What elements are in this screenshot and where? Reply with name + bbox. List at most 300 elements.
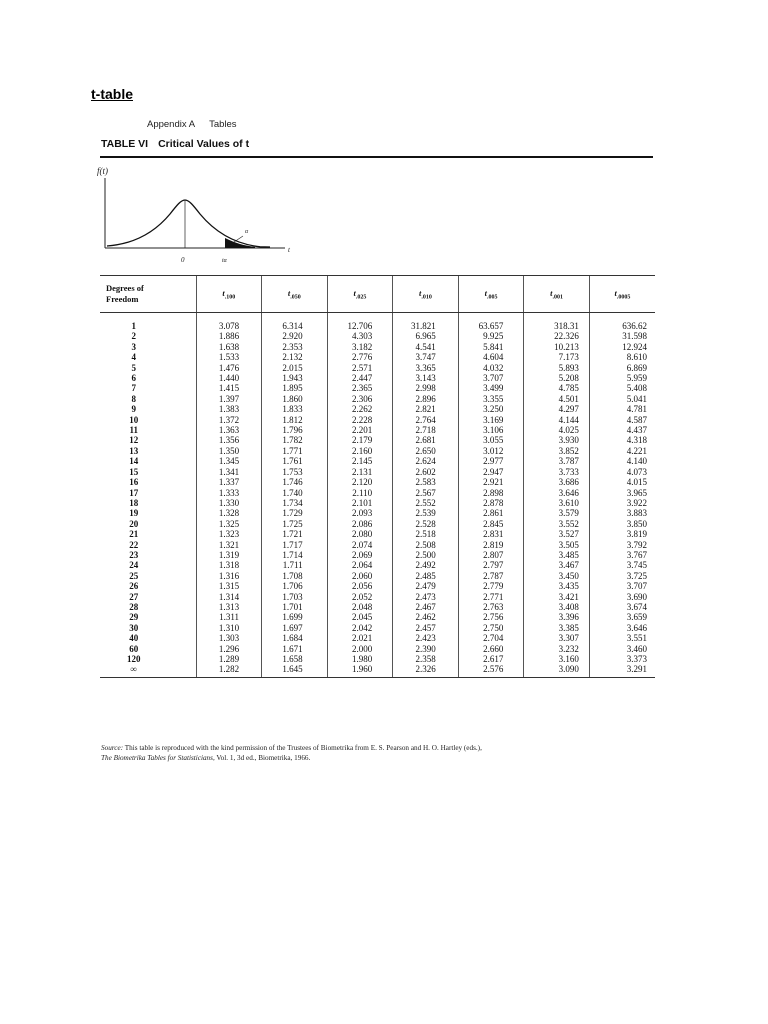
df-cell: 8 — [131, 393, 136, 404]
df-cell: 24 — [129, 560, 139, 571]
value-cell: 2.552 — [393, 498, 459, 508]
value-cell: 1.311 — [196, 612, 262, 622]
value-cell: 1.658 — [262, 654, 328, 664]
value-cell: 3.365 — [393, 363, 459, 373]
value-cell: 1.782 — [262, 435, 328, 445]
value-cell: 2.878 — [458, 498, 524, 508]
value-cell: 1.356 — [196, 435, 262, 445]
df-cell: 26 — [129, 581, 139, 592]
header-alpha: .001 — [552, 294, 564, 301]
value-cell: 2.896 — [393, 394, 459, 404]
value-cell: 2.093 — [327, 508, 393, 518]
table-row — [100, 654, 655, 664]
value-cell: 5.959 — [589, 373, 655, 383]
header-t0 — [196, 276, 262, 313]
df-cell: 10 — [129, 414, 139, 425]
table-row — [100, 456, 655, 466]
table-row — [100, 508, 655, 518]
value-cell: 2.539 — [393, 508, 459, 518]
value-cell: 2.262 — [327, 404, 393, 414]
header-alpha: .025 — [355, 294, 367, 301]
value-cell: 3.527 — [524, 529, 590, 539]
value-cell: 4.140 — [589, 456, 655, 466]
table-row — [100, 633, 655, 643]
value-cell: 1.740 — [262, 488, 328, 498]
value-cell: 3.232 — [524, 644, 590, 654]
value-cell: 2.479 — [393, 581, 459, 591]
value-cell: 2.861 — [458, 508, 524, 518]
alpha-label: α — [245, 229, 249, 235]
value-cell: 1.697 — [262, 623, 328, 633]
df-cell: 1 — [131, 321, 136, 331]
value-cell: 1.321 — [196, 540, 262, 550]
value-cell: 4.781 — [589, 404, 655, 414]
value-cell: 2.998 — [393, 383, 459, 393]
df-cell: 3 — [131, 341, 136, 352]
table-row — [100, 394, 655, 404]
header-t-symbol: t — [222, 287, 225, 298]
value-cell: 1.860 — [262, 394, 328, 404]
table-header-row — [100, 276, 655, 313]
value-cell: 4.318 — [589, 435, 655, 445]
value-cell: 3.707 — [458, 373, 524, 383]
df-cell: 28 — [129, 601, 139, 612]
value-cell: 5.841 — [458, 342, 524, 352]
header-t-symbol: t — [484, 287, 487, 298]
critical-values-table-wrap — [100, 275, 655, 678]
value-cell: 3.819 — [589, 529, 655, 539]
value-cell: 5.208 — [524, 373, 590, 383]
value-cell: 3.055 — [458, 435, 524, 445]
value-cell: 3.852 — [524, 446, 590, 456]
value-cell: 2.947 — [458, 467, 524, 477]
value-cell: 3.182 — [327, 342, 393, 352]
value-cell: 1.771 — [262, 446, 328, 456]
df-cell: 13 — [129, 445, 139, 456]
value-cell: 1.345 — [196, 456, 262, 466]
value-cell: 1.323 — [196, 529, 262, 539]
table-row — [100, 612, 655, 622]
value-cell: 4.437 — [589, 425, 655, 435]
df-cell: 60 — [129, 643, 139, 654]
value-cell: 3.922 — [589, 498, 655, 508]
table-row — [100, 571, 655, 581]
value-cell: 3.792 — [589, 540, 655, 550]
value-cell: 2.776 — [327, 352, 393, 362]
table-row — [100, 425, 655, 435]
value-cell: 3.686 — [524, 477, 590, 487]
table-row — [100, 550, 655, 560]
value-cell: 3.646 — [524, 488, 590, 498]
value-cell: 2.779 — [458, 581, 524, 591]
value-cell: 4.073 — [589, 467, 655, 477]
value-cell: 2.306 — [327, 394, 393, 404]
header-t4 — [458, 276, 524, 313]
value-cell: 2.201 — [327, 425, 393, 435]
value-cell: 1.812 — [262, 415, 328, 425]
table-row — [100, 467, 655, 477]
value-cell: 1.895 — [262, 383, 328, 393]
value-cell: 3.385 — [524, 623, 590, 633]
value-cell: 3.396 — [524, 612, 590, 622]
value-cell: 2.567 — [393, 488, 459, 498]
value-cell: 2.358 — [393, 654, 459, 664]
value-cell: 2.048 — [327, 602, 393, 612]
header-t1 — [262, 276, 328, 313]
value-cell: 5.893 — [524, 363, 590, 373]
header-alpha: .005 — [486, 294, 498, 301]
value-cell: 2.617 — [458, 654, 524, 664]
table-row — [100, 581, 655, 591]
value-cell: 3.725 — [589, 571, 655, 581]
value-cell: 1.282 — [196, 664, 262, 677]
df-cell: 29 — [129, 612, 139, 623]
value-cell: 3.733 — [524, 467, 590, 477]
value-cell: 2.353 — [262, 342, 328, 352]
table-row — [100, 363, 655, 373]
value-cell: 1.319 — [196, 550, 262, 560]
header-line-1: Degrees of — [106, 283, 144, 293]
table-row — [100, 415, 655, 425]
value-cell: 1.960 — [327, 664, 393, 677]
table-title-text: Critical Values of t — [158, 138, 250, 150]
header-t3 — [393, 276, 459, 313]
value-cell: 1.313 — [196, 602, 262, 612]
value-cell: 3.373 — [589, 654, 655, 664]
value-cell: 4.221 — [589, 446, 655, 456]
header-alpha: .050 — [290, 294, 301, 301]
value-cell: 3.421 — [524, 592, 590, 602]
df-cell: 21 — [129, 529, 139, 540]
value-cell: 2.390 — [393, 644, 459, 654]
df-cell: 7 — [131, 383, 136, 394]
value-cell: 4.015 — [589, 477, 655, 487]
df-cell: 2 — [131, 331, 136, 342]
value-cell: 2.571 — [327, 363, 393, 373]
value-cell: 2.228 — [327, 415, 393, 425]
value-cell: 2.131 — [327, 467, 393, 477]
value-cell: 2.650 — [393, 446, 459, 456]
value-cell: 1.753 — [262, 467, 328, 477]
value-cell: 636.62 — [589, 313, 655, 332]
value-cell: 3.090 — [524, 664, 590, 677]
value-cell: 2.819 — [458, 540, 524, 550]
value-cell: 2.101 — [327, 498, 393, 508]
density-curve — [107, 200, 270, 247]
value-cell: 1.638 — [196, 342, 262, 352]
value-cell: 2.492 — [393, 560, 459, 570]
table-row — [100, 383, 655, 393]
table-row — [100, 313, 655, 332]
value-cell: 3.160 — [524, 654, 590, 664]
header-alpha: .100 — [224, 294, 236, 301]
value-cell: 3.965 — [589, 488, 655, 498]
value-cell: 2.583 — [393, 477, 459, 487]
value-cell: 1.746 — [262, 477, 328, 487]
value-cell: 1.714 — [262, 550, 328, 560]
value-cell: 1.725 — [262, 519, 328, 529]
value-cell: 1.711 — [262, 560, 328, 570]
table-row — [100, 664, 655, 677]
table-row — [100, 644, 655, 654]
value-cell: 4.144 — [524, 415, 590, 425]
value-cell: 318.31 — [524, 313, 590, 332]
value-cell: 2.462 — [393, 612, 459, 622]
value-cell: 3.012 — [458, 446, 524, 456]
value-cell: 3.307 — [524, 633, 590, 643]
t-alpha-label: tα — [222, 258, 227, 264]
table-number: TABLE VI — [101, 138, 149, 150]
t-distribution-figure — [95, 162, 310, 272]
value-cell: 2.602 — [393, 467, 459, 477]
value-cell: 1.671 — [262, 644, 328, 654]
table-row — [100, 540, 655, 550]
value-cell: 2.000 — [327, 644, 393, 654]
value-cell: 2.060 — [327, 571, 393, 581]
table-row — [100, 404, 655, 414]
value-cell: 3.930 — [524, 435, 590, 445]
table-row — [100, 435, 655, 445]
value-cell: 1.703 — [262, 592, 328, 602]
value-cell: 3.435 — [524, 581, 590, 591]
value-cell: 3.485 — [524, 550, 590, 560]
value-cell: 1.533 — [196, 352, 262, 362]
value-cell: 1.310 — [196, 623, 262, 633]
value-cell: 1.717 — [262, 540, 328, 550]
value-cell: 1.296 — [196, 644, 262, 654]
df-cell: 23 — [129, 549, 139, 560]
df-cell: 14 — [129, 456, 139, 467]
value-cell: 4.785 — [524, 383, 590, 393]
value-cell: 2.086 — [327, 519, 393, 529]
value-cell: 1.684 — [262, 633, 328, 643]
value-cell: 1.383 — [196, 404, 262, 414]
zero-label: 0 — [181, 256, 185, 264]
value-cell: 3.787 — [524, 456, 590, 466]
df-cell: 18 — [129, 497, 139, 508]
value-cell: 3.408 — [524, 602, 590, 612]
value-cell: 1.761 — [262, 456, 328, 466]
value-cell: 2.750 — [458, 623, 524, 633]
value-cell: 2.365 — [327, 383, 393, 393]
df-cell: 120 — [127, 654, 141, 664]
value-cell: 2.473 — [393, 592, 459, 602]
df-cell: 16 — [129, 477, 139, 488]
value-cell: 3.355 — [458, 394, 524, 404]
value-cell: 1.699 — [262, 612, 328, 622]
value-cell: 2.500 — [393, 550, 459, 560]
value-cell: 2.518 — [393, 529, 459, 539]
value-cell: 12.924 — [589, 342, 655, 352]
df-cell: 4 — [131, 352, 136, 363]
df-cell: 17 — [129, 487, 139, 498]
value-cell: 2.898 — [458, 488, 524, 498]
value-cell: 2.045 — [327, 612, 393, 622]
value-cell: 1.476 — [196, 363, 262, 373]
value-cell: 2.977 — [458, 456, 524, 466]
appendix-section: Tables — [209, 119, 237, 130]
value-cell: 3.745 — [589, 560, 655, 570]
table-row — [100, 477, 655, 487]
table-row — [100, 592, 655, 602]
value-cell: 3.883 — [589, 508, 655, 518]
table-row — [100, 488, 655, 498]
value-cell: 2.771 — [458, 592, 524, 602]
value-cell: 2.831 — [458, 529, 524, 539]
critical-values-table — [100, 275, 655, 678]
df-cell: 25 — [129, 570, 139, 581]
value-cell: 3.674 — [589, 602, 655, 612]
value-cell: 1.729 — [262, 508, 328, 518]
value-cell: 4.025 — [524, 425, 590, 435]
value-cell: 3.659 — [589, 612, 655, 622]
value-cell: 2.704 — [458, 633, 524, 643]
value-cell: 2.920 — [262, 331, 328, 341]
value-cell: 7.173 — [524, 352, 590, 362]
df-cell: 40 — [129, 633, 139, 644]
value-cell: 1.886 — [196, 331, 262, 341]
header-alpha: .0005 — [616, 294, 631, 301]
df-cell: 19 — [129, 508, 139, 519]
value-cell: 2.485 — [393, 571, 459, 581]
df-cell: ∞ — [100, 664, 196, 677]
value-cell: 1.318 — [196, 560, 262, 570]
table-row — [100, 519, 655, 529]
value-cell: 1.708 — [262, 571, 328, 581]
value-cell: 4.032 — [458, 363, 524, 373]
value-cell: 3.552 — [524, 519, 590, 529]
value-cell: 2.624 — [393, 456, 459, 466]
value-cell: 2.052 — [327, 592, 393, 602]
value-cell: 1.943 — [262, 373, 328, 383]
value-cell: 2.576 — [458, 664, 524, 677]
df-cell: 9 — [131, 404, 136, 415]
table-row — [100, 352, 655, 362]
header-t-symbol: t — [550, 287, 553, 298]
value-cell: 1.325 — [196, 519, 262, 529]
value-cell: 4.587 — [589, 415, 655, 425]
value-cell: 2.528 — [393, 519, 459, 529]
header-degrees-of-freedom — [100, 276, 196, 313]
value-cell: 2.056 — [327, 581, 393, 591]
df-cell: 30 — [129, 622, 139, 633]
source-book: The Biometrika Tables for Statisticians, — [101, 754, 215, 762]
source-note — [101, 743, 661, 763]
value-cell: 3.106 — [458, 425, 524, 435]
value-cell: 12.706 — [327, 313, 393, 332]
value-cell: 1.734 — [262, 498, 328, 508]
value-cell: 1.796 — [262, 425, 328, 435]
value-cell: 4.501 — [524, 394, 590, 404]
value-cell: 1.363 — [196, 425, 262, 435]
header-t-symbol: t — [419, 287, 422, 298]
value-cell: 1.701 — [262, 602, 328, 612]
value-cell: 1.303 — [196, 633, 262, 643]
df-cell: 15 — [129, 466, 139, 477]
header-t-symbol: t — [614, 287, 617, 298]
value-cell: 1.350 — [196, 446, 262, 456]
table-row — [100, 331, 655, 341]
value-cell: 1.328 — [196, 508, 262, 518]
value-cell: 3.250 — [458, 404, 524, 414]
table-row — [100, 342, 655, 352]
value-cell: 1.397 — [196, 394, 262, 404]
value-cell: 2.074 — [327, 540, 393, 550]
value-cell: 1.316 — [196, 571, 262, 581]
value-cell: 1.415 — [196, 383, 262, 393]
value-cell: 3.850 — [589, 519, 655, 529]
value-cell: 22.326 — [524, 331, 590, 341]
appendix-header — [147, 119, 237, 130]
value-cell: 1.337 — [196, 477, 262, 487]
value-cell: 3.505 — [524, 540, 590, 550]
value-cell: 3.169 — [458, 415, 524, 425]
value-cell: 2.718 — [393, 425, 459, 435]
alpha-pointer — [234, 236, 243, 242]
value-cell: 2.756 — [458, 612, 524, 622]
value-cell: 3.767 — [589, 550, 655, 560]
value-cell: 1.721 — [262, 529, 328, 539]
value-cell: 2.764 — [393, 415, 459, 425]
source-label: Source: — [101, 744, 124, 752]
table-row — [100, 623, 655, 633]
table-row — [100, 373, 655, 383]
value-cell: 2.132 — [262, 352, 328, 362]
value-cell: 2.160 — [327, 446, 393, 456]
value-cell: 8.610 — [589, 352, 655, 362]
header-t6 — [589, 276, 655, 313]
value-cell: 3.551 — [589, 633, 655, 643]
value-cell: 2.042 — [327, 623, 393, 633]
value-cell: 3.450 — [524, 571, 590, 581]
value-cell: 2.110 — [327, 488, 393, 498]
header-t2 — [327, 276, 393, 313]
value-cell: 2.015 — [262, 363, 328, 373]
value-cell: 1.341 — [196, 467, 262, 477]
df-cell: 22 — [129, 539, 139, 550]
value-cell: 3.460 — [589, 644, 655, 654]
value-cell: 9.925 — [458, 331, 524, 341]
value-cell: 2.787 — [458, 571, 524, 581]
value-cell: 2.457 — [393, 623, 459, 633]
value-cell: 2.681 — [393, 435, 459, 445]
value-cell: 1.333 — [196, 488, 262, 498]
value-cell: 1.645 — [262, 664, 328, 677]
value-cell: 2.467 — [393, 602, 459, 612]
value-cell: 3.707 — [589, 581, 655, 591]
value-cell: 1.440 — [196, 373, 262, 383]
value-cell: 2.508 — [393, 540, 459, 550]
appendix-label: Appendix A — [147, 119, 196, 130]
figure-x-label: t — [288, 246, 290, 254]
value-cell: 1.706 — [262, 581, 328, 591]
value-cell: 2.021 — [327, 633, 393, 643]
value-cell: 2.921 — [458, 477, 524, 487]
value-cell: 2.080 — [327, 529, 393, 539]
value-cell: 2.069 — [327, 550, 393, 560]
value-cell: 3.747 — [393, 352, 459, 362]
header-alpha: .010 — [421, 294, 432, 301]
value-cell: 63.657 — [458, 313, 524, 332]
header-t-symbol: t — [287, 287, 291, 298]
value-cell: 6.965 — [393, 331, 459, 341]
value-cell: 3.078 — [196, 313, 262, 332]
table-row — [100, 498, 655, 508]
table-body — [100, 313, 655, 678]
value-cell: 3.291 — [589, 664, 655, 677]
table-title — [101, 138, 249, 150]
table-row — [100, 446, 655, 456]
